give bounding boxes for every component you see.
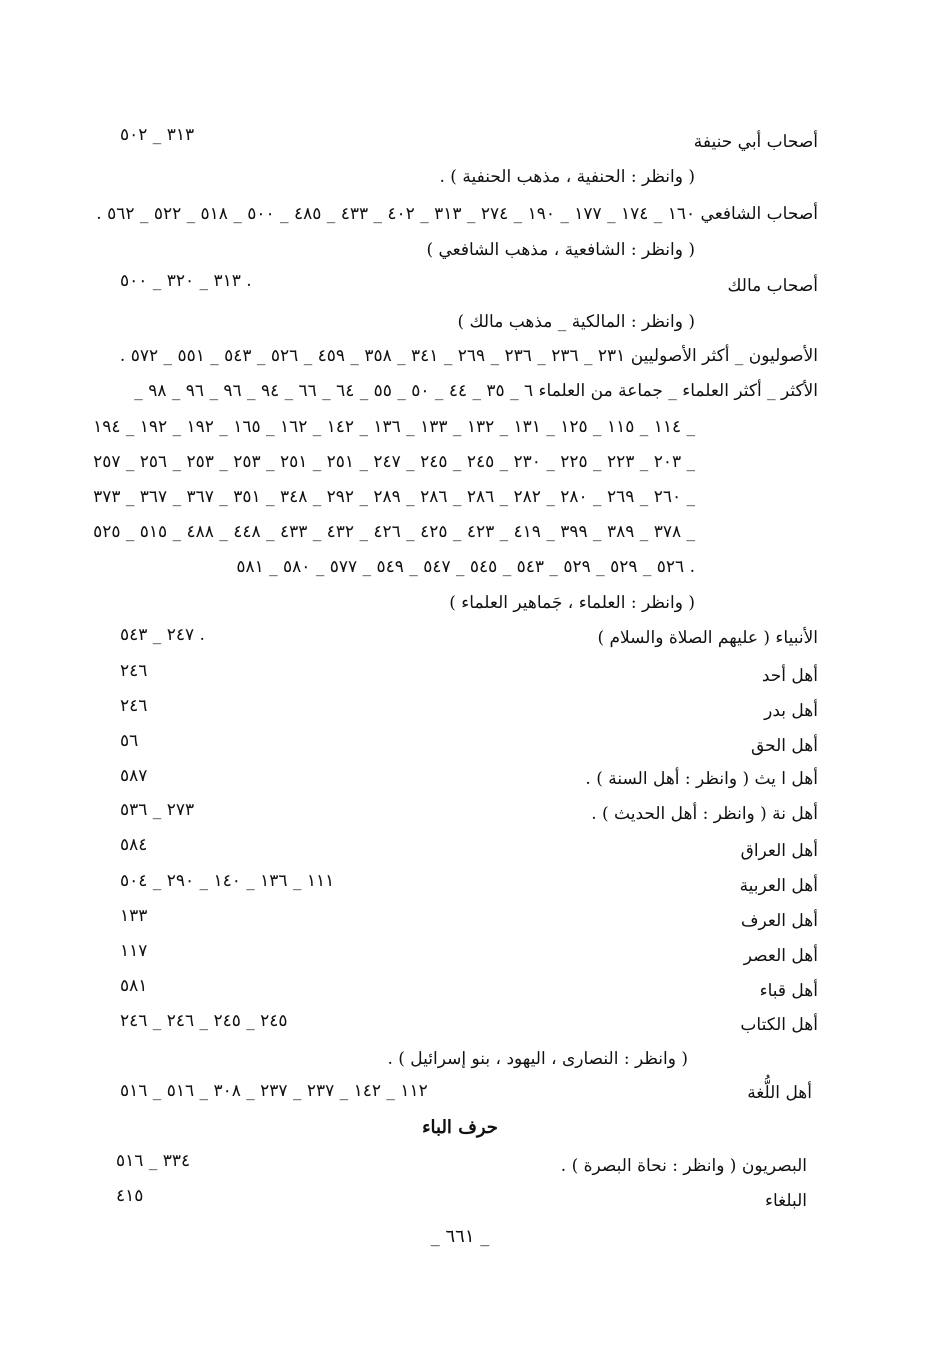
index-pages: ٥٦ [120,731,139,751]
index-term: أصحاب مالك [727,276,818,296]
index-pages: ٢٤٧ _ ٥٤٣ . [120,625,205,645]
see-also: ( وانظر : الحنفية ، مذهب الحنفية ) . [439,167,695,187]
index-pages-continued: ١١٤ _ ١١٥ _ ١٢٥ _ ١٣١ _ ١٣٢ _ ١٣٣ _ ١٣٦ _ ١٤٢ _ ١٦٢ _ ١٦٥ _ ١٩٢ _ ١٩٢ _ ١٩٤ _ [93,417,695,437]
index-term: أهل نة ( وانظر : أهل الحديث ) . [591,804,818,824]
index-entry-full: الأكثر _ أكثر العلماء _ جماعة من العلماء ٦ _ ٣٥ _ ٤٤ _ ٥٠ _ ٥٥ _ ٦٤ _ ٦٦ _ ٩٤ _ ٩٦ _ ٩٦ _ ٩٨ _ [134,381,818,401]
section-heading: حرف الباء [422,1117,498,1138]
index-term: أهل العرف [740,911,818,931]
index-pages: ٣١٣ _ ٣٢٠ _ ٥٠٠ . [120,271,252,291]
index-pages: ٢٤٦ [120,661,148,681]
index-term: أهل أحد [761,666,818,686]
index-pages: ٢٧٣ _ ٥٣٦ [120,800,195,820]
index-term: أهل العصر [743,946,818,966]
index-term: الأنبياء ( عليهم الصلاة والسلام ) [597,628,818,648]
index-term: أهل اللُّغة [747,1083,812,1103]
index-entry-full: أصحاب الشافعي ١٦٠ _ ١٧٤ _ ١٧٧ _ ١٩٠ _ ٢٧٤ _ ٣١٣ _ ٤٠٢ _ ٤٣٣ _ ٤٨٥ _ ٥٠٠ _ ٥١٨ _ ٥٢٢ _ ٥٦٢ . [96,204,818,224]
see-also: ( وانظر : المالكية _ مذهب مالك ) [457,312,695,332]
index-pages-continued: ٣٧٨ _ ٣٨٩ _ ٣٩٩ _ ٤١٩ _ ٤٢٣ _ ٤٢٥ _ ٤٢٦ _ ٤٣٢ _ ٤٣٣ _ ٤٤٨ _ ٤٨٨ _ ٥١٥ _ ٥٢٥ _ [93,522,695,542]
index-pages: ٤١٥ [116,1186,144,1206]
index-pages-continued: ٢٠٣ _ ٢٢٣ _ ٢٢٥ _ ٢٣٠ _ ٢٤٥ _ ٢٤٥ _ ٢٤٧ _ ٢٥١ _ ٢٥١ _ ٢٥٣ _ ٢٥٣ _ ٢٥٦ _ ٢٥٧ _ [93,452,695,472]
index-term: أهل الكتاب [740,1015,818,1035]
index-term: البلغاء [764,1191,807,1211]
index-term: أصحاب أبي حنيفة [693,132,818,152]
see-also: ( وانظر : النصارى ، اليهود ، بنو إسرائيل ) . [387,1049,688,1069]
index-pages: ١٣٣ [120,906,148,926]
index-pages: ١١١ _ ١٣٦ _ ١٤٠ _ ٢٩٠ _ ٥٠٤ [120,871,335,891]
index-term: أهل قباء [759,981,818,1001]
index-term: أهل العراق [740,841,818,861]
index-term: أهل الحق [750,736,818,756]
index-pages: ١١٧ [120,941,148,961]
see-also: ( وانظر : العلماء ، جَماهير العلماء ) [449,593,695,613]
index-pages: ٥٨٤ [120,835,148,855]
index-pages-continued: ٥٢٦ _ ٥٢٩ _ ٥٢٩ _ ٥٤٣ _ ٥٤٥ _ ٥٤٧ _ ٥٤٩ _ ٥٧٧ _ ٥٨٠ _ ٥٨١ . [236,557,695,577]
see-also: ( وانظر : الشافعية ، مذهب الشافعي ) [426,240,695,260]
index-pages: ٣٣٤ _ ٥١٦ [116,1151,191,1171]
index-pages: ٢٤٥ _ ٢٤٥ _ ٢٤٦ _ ٢٤٦ [120,1011,288,1031]
index-term: أهل ا يث ( وانظر : أهل السنة ) . [585,769,818,789]
index-term: أهل بدر [764,701,818,721]
index-pages: ٣١٣ _ ٥٠٢ [120,125,195,145]
index-pages: ٥٨٧ [120,766,148,786]
index-pages: ٢٤٦ [120,696,148,716]
index-pages-continued: ٢٦٠ _ ٢٦٩ _ ٢٨٠ _ ٢٨٢ _ ٢٨٦ _ ٢٨٦ _ ٢٨٩ _ ٢٩٢ _ ٣٤٨ _ ٣٥١ _ ٣٦٧ _ ٣٦٧ _ ٣٧٣ _ [93,487,695,507]
index-term: أهل العربية [739,876,818,896]
index-pages: ١١٢ _ ١٤٢ _ ٢٣٧ _ ٢٣٧ _ ٣٠٨ _ ٥١٦ _ ٥١٦ [120,1081,428,1101]
page-number: _ ٦٦١ _ [430,1226,490,1247]
index-term: البصريون ( وانظر : نحاة البصرة ) . [560,1156,807,1176]
index-pages: ٥٨١ [120,976,148,996]
index-entry-full: الأصوليون _ أكثر الأصوليين ٢٣١ _ ٢٣٦ _ ٢٣٦ _ ٢٦٩ _ ٣٤١ _ ٣٥٨ _ ٤٥٩ _ ٥٢٦ _ ٥٤٣ _ ٥٥١ _ ٥٧٢ . [119,346,818,366]
